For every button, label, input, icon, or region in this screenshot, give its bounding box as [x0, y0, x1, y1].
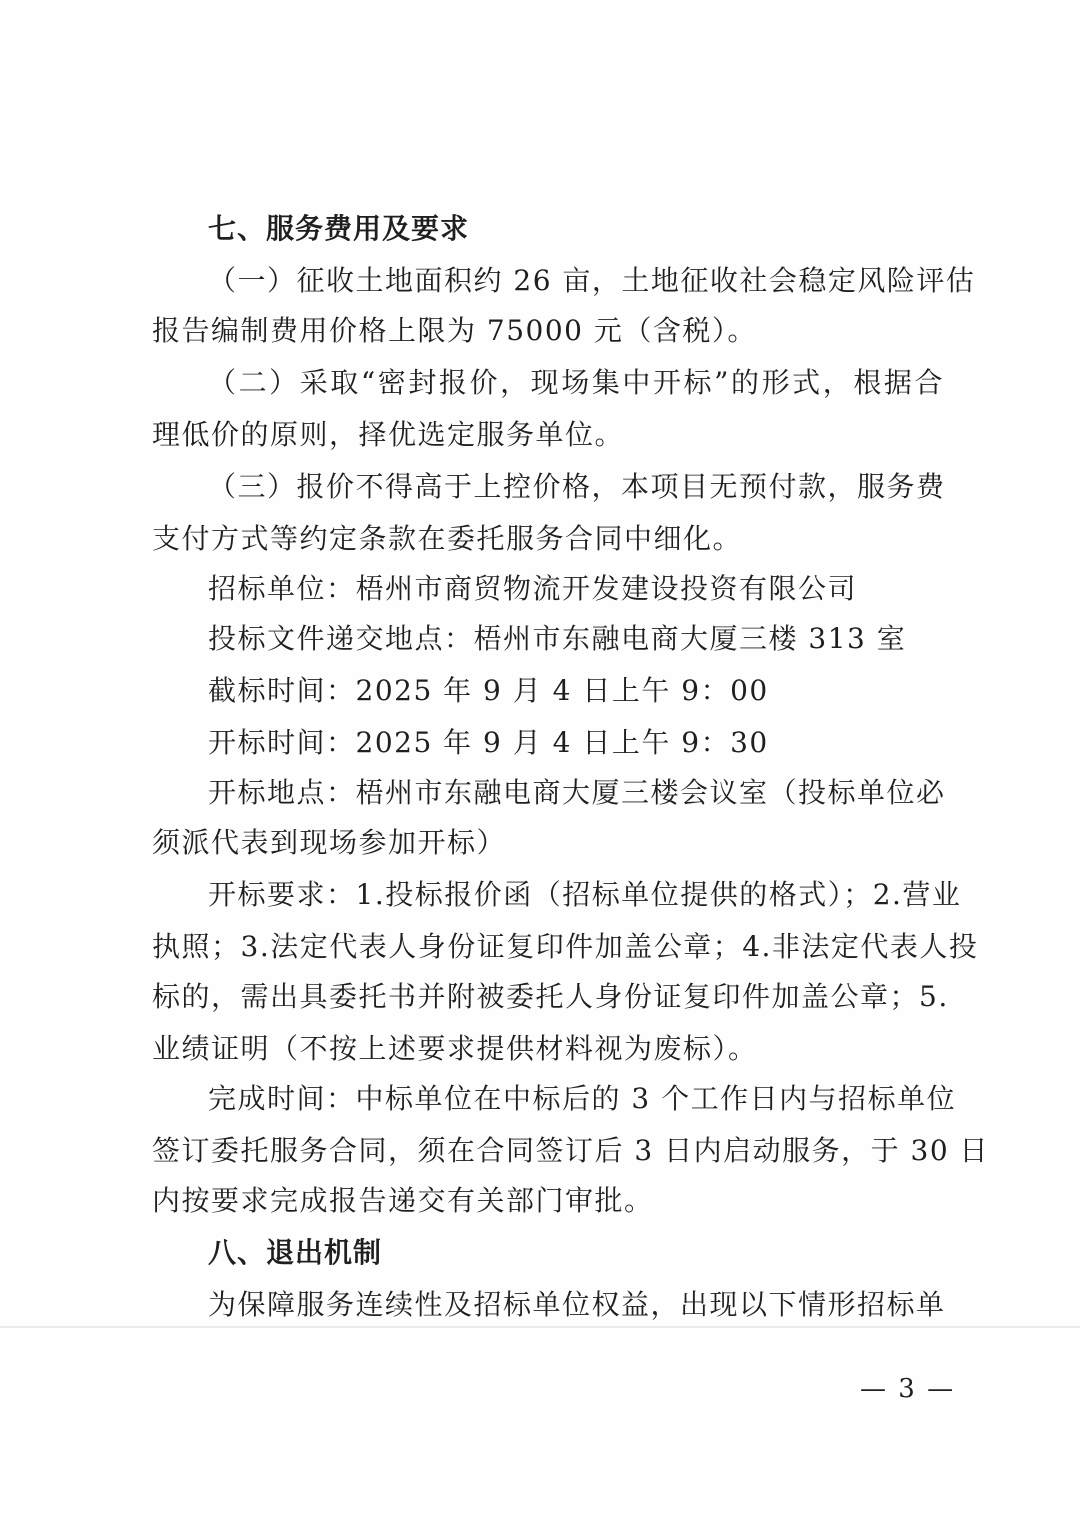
exit-mechanism-line-1: 为保障服务连续性及招标单位权益，出现以下情形招标单 — [208, 1288, 946, 1321]
completion-time-line-1: 完成时间：中标单位在中标后的 3 个工作日内与招标单位 — [208, 1082, 957, 1115]
opening-location-line-1: 开标地点：梧州市东融电商大厦三楼会议室（投标单位必 — [208, 776, 946, 809]
opening-requirements-line-3: 标的，需出具委托书并附被委托人身份证复印件加盖公章；5. — [152, 980, 949, 1013]
completion-time-line-2: 签订委托服务合同，须在合同签订后 3 日内启动服务，于 30 日 — [152, 1134, 990, 1167]
section-7-heading: 七、服务费用及要求 — [208, 212, 470, 245]
tendering-unit: 招标单位：梧州市商贸物流开发建设投资有限公司 — [208, 572, 858, 605]
scan-divider — [0, 1326, 1080, 1328]
bid-opening-time: 开标时间：2025 年 9 月 4 日上午 9：30 — [208, 726, 769, 759]
submission-location: 投标文件递交地点：梧州市东融电商大厦三楼 313 室 — [208, 622, 907, 655]
opening-requirements-line-2: 执照；3.法定代表人身份证复印件加盖公章；4.非法定代表人投 — [152, 930, 979, 963]
page-number: — 3 — — [860, 1374, 956, 1404]
fee-item-2-line-1: （二）采取“密封报价，现场集中开标”的形式，根据合 — [208, 366, 944, 399]
bid-deadline: 截标时间：2025 年 9 月 4 日上午 9：00 — [208, 674, 769, 707]
fee-item-3-line-1: （三）报价不得高于上控价格，本项目无预付款，服务费 — [208, 470, 946, 503]
fee-item-1-line-2: 报告编制费用价格上限为 75000 元（含税）。 — [152, 314, 757, 347]
opening-location-line-2: 须派代表到现场参加开标） — [152, 826, 507, 859]
fee-item-1-line-1: （一）征收土地面积约 26 亩，土地征收社会稳定风险评估 — [208, 264, 976, 297]
opening-requirements-line-4: 业绩证明（不按上述要求提供材料视为废标）。 — [152, 1032, 758, 1065]
section-8-heading: 八、退出机制 — [208, 1236, 383, 1269]
fee-item-3-line-2: 支付方式等约定条款在委托服务合同中细化。 — [152, 522, 743, 555]
opening-requirements-line-1: 开标要求：1.投标报价函（招标单位提供的格式）；2.营业 — [208, 878, 962, 911]
fee-item-2-line-2: 理低价的原则，择优选定服务单位。 — [152, 418, 625, 451]
completion-time-line-3: 内按要求完成报告递交有关部门审批。 — [152, 1184, 654, 1217]
